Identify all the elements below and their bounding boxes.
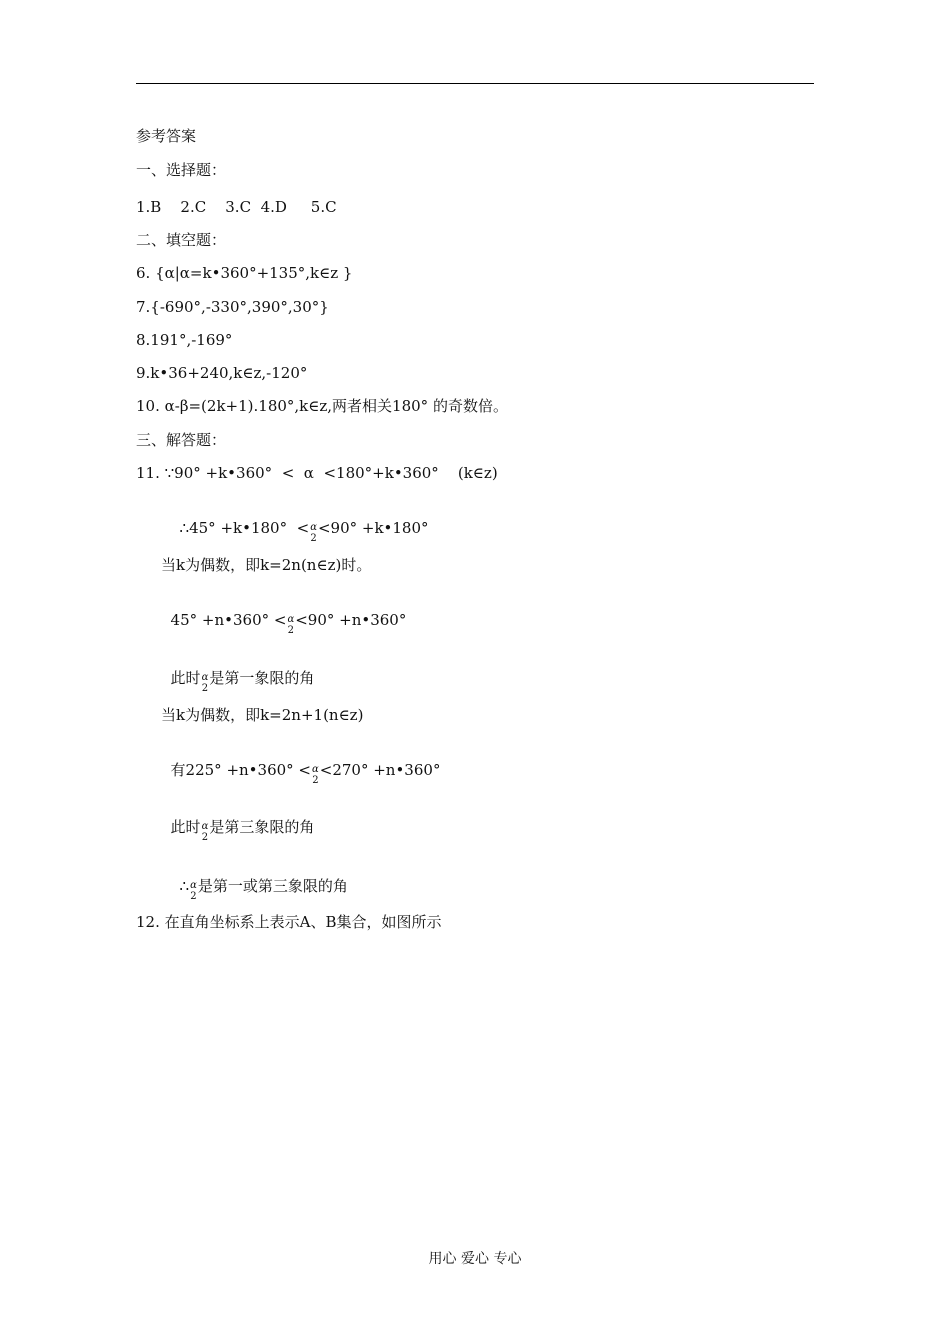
answer-7: 7.{-690°,-330°,390°,30°} xyxy=(136,298,329,316)
answer-11-line2-right: <90° +k•180° xyxy=(317,519,429,537)
fraction-alpha-over-2: α 2 xyxy=(201,672,209,694)
answer-11-case2: 当k为偶数，即k=2n+1(n∈z) xyxy=(161,706,364,724)
answer-8: 8.191°,-169° xyxy=(136,331,233,349)
fraction-alpha-over-2: α 2 xyxy=(287,614,295,636)
answer-11-final: ∴ α 2 是第一或第三象限的角 xyxy=(179,877,348,902)
answer-11-case2-conclusion: 此时 α 2 是第三象限的角 xyxy=(170,818,315,843)
section-heading-solve: 三、解答题： xyxy=(136,431,227,449)
answer-11-line2-left: ∴45° +k•180° < xyxy=(179,519,310,537)
answer-11-line2 xyxy=(170,498,429,544)
answer-11-line1: 11. ∵90° +k•360° < α <180°+k•360° (k∈z) xyxy=(136,464,498,482)
section-heading-choice: 一、选择题： xyxy=(136,161,227,179)
page-title: 参考答案 xyxy=(136,127,197,145)
page-footer: 用心 爱心 专心 xyxy=(428,1251,522,1267)
answer-multiple-choice: 1.B 2.C 3.C 4.D 5.C xyxy=(136,198,337,216)
answer-6: 6. {α|α=k•360°+135°,k∈z } xyxy=(136,264,353,282)
answer-11-case1-inequality: 45° +n•360° < α 2 <90° +n•360° xyxy=(170,611,407,636)
fraction-alpha-over-2: α 2 xyxy=(201,821,209,843)
fraction-alpha-over-2: α 2 xyxy=(310,522,317,544)
section-heading-fill: 二、填空题： xyxy=(136,231,227,249)
fraction-alpha-over-2: α 2 xyxy=(190,880,197,902)
header-rule xyxy=(136,83,814,84)
answer-12: 12. 在直角坐标系上表示A、B集合，如图所示 xyxy=(136,913,442,931)
answer-11-case2-inequality: 有225° +n•360° < α 2 <270° +n•360° xyxy=(170,761,441,786)
answer-11-case1: 当k为偶数，即k=2n(n∈z)时。 xyxy=(161,556,372,574)
fraction-alpha-over-2: α 2 xyxy=(312,764,319,786)
answer-11-case1-conclusion: 此时 α 2 是第一象限的角 xyxy=(170,669,315,694)
answer-9: 9.k•36+240,k∈z,-120° xyxy=(136,364,308,382)
answer-10: 10. α-β=(2k+1).180°,k∈z,两者相关180° 的奇数倍。 xyxy=(136,397,508,415)
